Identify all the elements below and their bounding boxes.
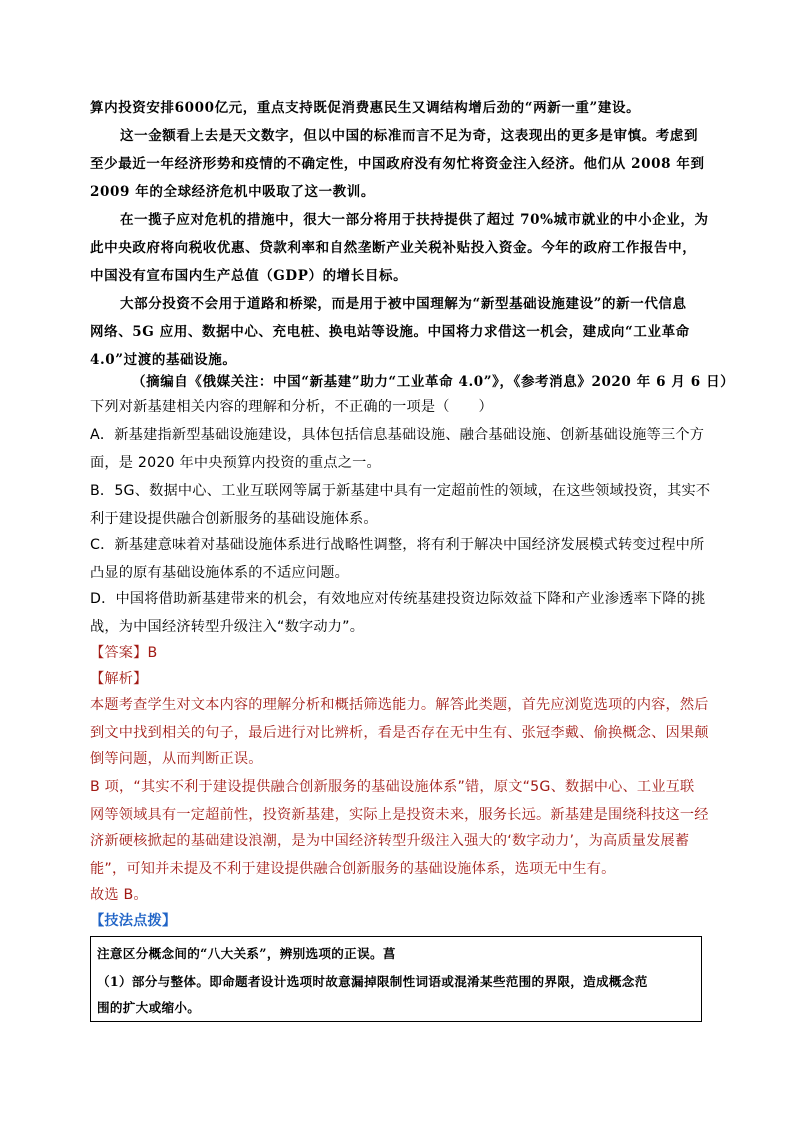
article-line: 大部分投资不会用于道路和桥梁，而是用于被中国理解为“新型基础设施建设”的新一代信息: [120, 296, 687, 312]
article-line: 此中央政府将向税收优惠、贷款利率和自然垄断产业关税补贴投入资金。今年的政府工作报告中，: [90, 240, 697, 256]
article-source: （摘编自《俄媒关注：中国“新基建”助力“工业革命 4.0”》，《参考消息》2020 年 6 月 6 日）: [132, 374, 735, 390]
article-line: 网络、5G 应用、数据中心、充电桩、换电站等设施。中国将力求借这一机会，建成向“工业革命: [90, 324, 690, 340]
article-line: 这一金额看上去是天文数字，但以中国的标准而言不足为奇，这表现出的更多是审慎。考虑到: [120, 128, 699, 144]
option-d-line: 战，为中国经济转型升级注入“数字动力”。: [90, 619, 365, 635]
tips-label: 【技法点拨】: [90, 913, 177, 929]
analysis-line: 倒等问题，从而判断正误。: [90, 751, 263, 767]
answer-label: 【答案】B: [90, 645, 158, 661]
analysis-line: 网等领域具有一定超前性，投资新基建，实际上是投资未来，服务长远。新基建是围绕科技这一经: [90, 807, 709, 823]
analysis-line: 到文中找到相关的句子，最后进行对比辨析，看是否存在无中生有、张冠李戴、偷换概念、因果颠: [90, 725, 709, 741]
analysis-line: B 项，“其实不利于建设提供融合创新服务的基础设施体系”错，原文“5G、数据中心、工业互联: [90, 779, 695, 795]
analysis-line: 济新硬核掀起的基础建设浪潮，是为中国经济转型升级注入强大的‘数字动力’，为高质量发展蓄: [90, 833, 690, 849]
analysis-label: 【解析】: [90, 671, 148, 687]
tips-box-line: 围的扩大或缩小。: [97, 1000, 201, 1015]
question-stem: 下列对新基建相关内容的理解和分析，不正确的一项是（ ）: [90, 399, 493, 415]
tips-box: [90, 936, 702, 1022]
analysis-line: 能”，可知并未提及不利于建设提供融合创新服务的基础设施体系，选项无中生有。: [90, 861, 616, 877]
article-line: 中国没有宣布国内生产总值（GDP）的增长目标。: [90, 268, 408, 284]
article-line: 在一揽子应对危机的措施中，很大一部分将用于扶持提供了超过 70%城市就业的中小企业，为: [120, 212, 709, 228]
option-b-line: 利于建设提供融合创新服务的基础设施体系。: [90, 511, 378, 527]
option-d-line: D．中国将借助新基建带来的机会，有效地应对传统基建投资边际效益下降和产业渗透率下降的挑: [90, 591, 706, 607]
option-b-line: B．5G、数据中心、工业互联网等属于新基建中具有一定超前性的领域，在这些领域投资，其实不: [90, 483, 711, 499]
article-line: 至少最近一年经济形势和疫情的不确定性，中国政府没有匆忙将资金注入经济。他们从 2008 年到: [90, 156, 705, 172]
article-line: 2009 年的全球经济危机中吸取了这一教训。: [90, 184, 375, 200]
article-line: 算内投资安排6000亿元，重点支持既促消费惠民生又调结构增后劲的“两新一重”建设。: [90, 100, 641, 116]
option-c-line: 凸显的原有基础设施体系的不适应问题。: [90, 565, 349, 581]
option-c-line: C．新基建意味着对基础设施体系进行战略性调整，将有利于解决中国经济发展模式转变过程中所: [90, 537, 705, 553]
tips-box-line: （1）部分与整体。即命题者设计选项时故意漏掉限制性词语或混淆某些范围的界限，造成概念范: [97, 974, 648, 989]
conclusion: 故选 B。: [90, 887, 148, 903]
option-a-line: 面，是 2020 年中央预算内投资的重点之一。: [90, 455, 381, 471]
tips-box-line: 注意区分概念间的“八大关系”，辨别选项的正误。菖: [97, 946, 396, 961]
option-a-line: A．新基建指新型基础设施建设，具体包括信息基础设施、融合基础设施、创新基础设施等三个方: [90, 427, 705, 443]
analysis-line: 本题考查学生对文本内容的理解分析和概括筛选能力。解答此类题，首先应浏览选项的内容，然后: [90, 697, 709, 713]
article-line: 4.0”过渡的基础设施。: [90, 352, 237, 368]
